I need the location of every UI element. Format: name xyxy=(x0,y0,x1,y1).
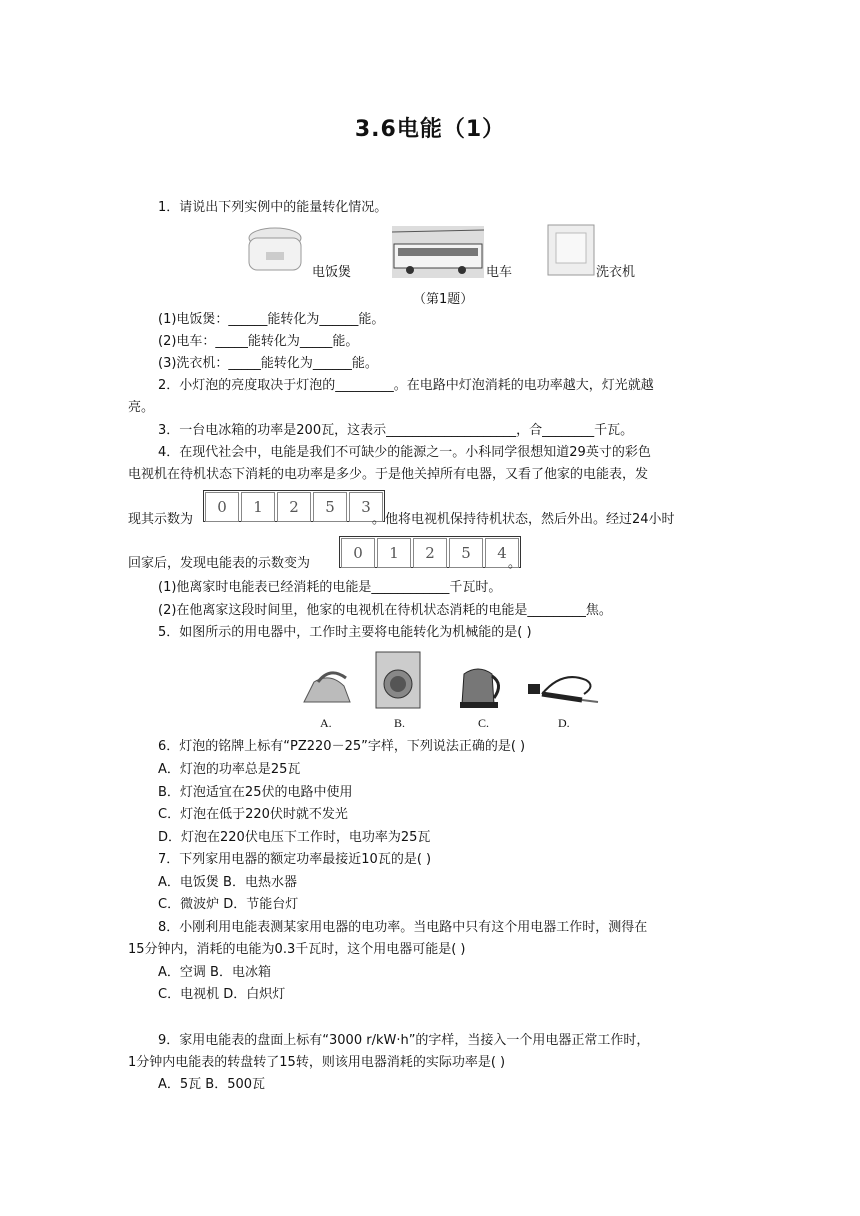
meter-digit: 5 xyxy=(313,492,347,522)
electric-kettle-image xyxy=(452,656,506,710)
q8-line-1: 8．小刚利用电能表测某家用电器的电功率。当电路中只有这个用电器工作时，测得在 xyxy=(158,920,648,935)
q1-item-1: (1)电饭煲：______能转化为______能。 xyxy=(158,312,385,327)
q7-options-2: C．微波炉 D．节能台灯 xyxy=(158,897,299,912)
q4-line-3b: 。他将电视机保持待机状态，然后外出。经过24小时 xyxy=(372,512,675,527)
meter-digit: 0 xyxy=(205,492,239,522)
q1-label-rice-cooker: 电饭煲 xyxy=(312,265,352,280)
rice-cooker-image xyxy=(246,224,304,276)
q3-text: 3．一台电冰箱的功率是200瓦，这表示____________________，合________千瓦。 xyxy=(158,423,634,438)
q6-option-a: A．灯泡的功率总是25瓦 xyxy=(158,762,301,777)
q4-line-3a: 现其示数为 xyxy=(128,512,194,527)
q8-options-1: A．空调 B．电冰箱 xyxy=(158,965,271,980)
meter-digit: 0 xyxy=(341,538,375,568)
washing-machine-b-image xyxy=(374,650,422,710)
q4-line-4a: 回家后，发现电能表的示数变为 xyxy=(128,556,311,571)
q1-label-trolleybus: 电车 xyxy=(486,265,513,280)
meter-digit: 4 xyxy=(485,538,519,568)
q6-option-b: B．灯泡适宜在25伏的电路中使用 xyxy=(158,785,353,800)
q1-label-washing-machine: 洗衣机 xyxy=(596,265,636,280)
q2-line-1: 2．小灯泡的亮度取决于灯泡的_________。在电路中灯泡消耗的电功率越大，灯光就越 xyxy=(158,378,654,393)
q5-stem: 5．如图所示的用电器中，工作时主要将电能转化为机械能的是( ) xyxy=(158,625,532,640)
q5-option-b: B. xyxy=(394,716,406,730)
q2-line-2: 亮。 xyxy=(128,400,155,415)
q8-line-2: 15分钟内，消耗的电能为0.3千瓦时，这个用电器可能是( ) xyxy=(128,942,466,957)
meter-reading-before xyxy=(203,490,385,522)
q1-stem: 1．请说出下列实例中的能量转化情况。 xyxy=(158,200,388,215)
electric-iron-image xyxy=(300,662,360,710)
meter-digit: 2 xyxy=(277,492,311,522)
q4-sub-2: (2)在他离家这段时间里，他家的电视机在待机状态消耗的电能是_________焦。 xyxy=(158,603,612,618)
meter-digit: 1 xyxy=(377,538,411,568)
soldering-iron-image xyxy=(522,664,602,710)
q1-item-2: (2)电车：_____能转化为_____能。 xyxy=(158,334,359,349)
meter-reading-after xyxy=(339,536,521,568)
q1-caption: （第1题） xyxy=(413,292,474,307)
meter-digit: 2 xyxy=(413,538,447,568)
q1-item-3: (3)洗衣机：_____能转化为______能。 xyxy=(158,356,378,371)
washing-machine-image xyxy=(546,223,596,277)
q7-options-1: A．电饭煲 B．电热水器 xyxy=(158,875,297,890)
q4-line-2: 电视机在待机状态下消耗的电功率是多少。于是他关掉所有电器，又看了他家的电能表，发 xyxy=(128,467,649,482)
q8-options-2: C．电视机 D．白炽灯 xyxy=(158,987,286,1002)
meter-digit: 5 xyxy=(449,538,483,568)
q4-sub-1: (1)他离家时电能表已经消耗的电能是____________千瓦时。 xyxy=(158,580,502,595)
q9-line-1: 9．家用电能表的盘面上标有“3000 r/kW·h”的字样，当接入一个用电器正常工作时， xyxy=(158,1033,650,1048)
q9-line-2: 1分钟内电能表的转盘转了15转，则该用电器消耗的实际功率是( ) xyxy=(128,1055,506,1070)
q5-option-a: A. xyxy=(320,716,332,730)
q6-stem: 6．灯泡的铭牌上标有“PZ220－25”字样，下列说法正确的是( ) xyxy=(158,739,526,754)
page-title: 3.6电能（1） xyxy=(354,117,506,142)
meter-digit: 1 xyxy=(241,492,275,522)
q6-option-c: C．灯泡在低于220伏时就不发光 xyxy=(158,807,348,822)
q5-option-c: C. xyxy=(478,716,490,730)
q4-line-1: 4．在现代社会中，电能是我们不可缺少的能源之一。小科同学很想知道29英寸的彩色 xyxy=(158,445,651,460)
q5-option-d: D. xyxy=(558,716,570,730)
q4-line-4b: 。 xyxy=(508,556,522,571)
q9-options-1: A．5瓦 B．500瓦 xyxy=(158,1077,266,1092)
q7-stem: 7．下列家用电器的额定功率最接近10瓦的是( ) xyxy=(158,852,432,867)
meter-digit: 3 xyxy=(349,492,383,522)
q6-option-d: D．灯泡在220伏电压下工作时，电功率为25瓦 xyxy=(158,830,431,845)
trolleybus-image xyxy=(392,226,484,278)
